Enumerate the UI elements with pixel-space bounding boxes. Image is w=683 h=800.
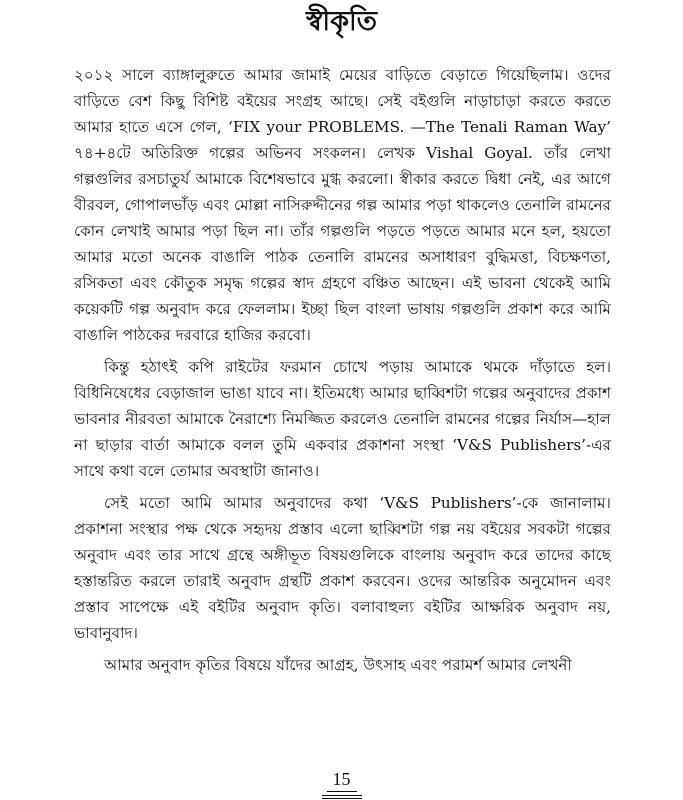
paragraph-2: কিন্তু হঠাৎই কপি রাইটের ফরমান চোখে পড়ায় আমাকে থমকে দাঁড়াতে হল। বিধিনিষেধের বেড়াজাল ভাঙা যাবে না। ইতিমধ্যে আমার ছাব্বিশটা গল্পের অনুবাদের প্রকাশ ভাবনার নীরবতা আমাকে নৈরাশ্যে নিমজ্জিত করলেও তেনালি রামনের গল্পের নির্যাস—হাল না ছাড়ার বার্তা আমাকে বলল তুমি একবার প্রকাশনা সংস্থা ‘V&S Publishers’-এর সাথে কথা বলে তোমার অবস্থাটা জানাও। xyxy=(74,358,611,480)
paragraph-1: ২০১২ সালে ব্যাঙ্গালুরুতে আমার জামাই মেয়ের বাড়িতে বেড়াতে গিয়েছিলাম। ওদের বাড়িতে বেশ কিছু বিশিষ্ট বইয়ের সংগ্রহ আছে। সেই বইগুলি নাড়াচাড়া করতে করতে আমার হাতে এসে গেল, ‘FIX your PROBLEMS. —The Tenali Raman Way’ ৭৪+৪টে অতিরিক্ত গল্পের অভিনব সংকলন। লেখক Vishal Goyal. তাঁর লেখা গল্পগুলির রসচাতুর্য আমাকে বিশেষভাবে মুগ্ধ করলো। স্বীকার করতে দ্বিধা নেই, এর আগে বীরবল, গোপালভাঁড় এবং মোল্লা নাসিরুদ্দীনের গল্প আমার পড়া থাকলেও তেনালি রামনের কোন লেখাই আমার পড়া ছিল না। তাঁর গল্পগুলি পড়তে পড়তে আমার মনে হল, হয়তো আমার মতো অনেক বাঙালি পাঠক তেনালি রামনের অসাধারণ বুদ্ধিমত্তা, বিচক্ষণতা, রসিকতা এবং কৌতুক সমৃদ্ধ গল্পের স্বাদ গ্রহণে বঞ্চিত আছেন। এই ভাবনা থেকেই আমি কয়েকটি গল্প অনুবাদ করে ফেললাম। ইচ্ছা ছিল বাংলা ভাষায় গল্পগুলি প্রকাশ করে আমি বাঙালি পাঠকের দরবারে হাজির করবো। xyxy=(74,66,611,344)
page-number-rule xyxy=(322,795,362,799)
paragraph-4: আমার অনুবাদ কৃতির বিষয়ে যাঁদের আগ্রহ, উৎসাহ এবং পরামর্শ আমার লেখনী xyxy=(104,656,572,674)
body-text xyxy=(74,62,611,678)
page-number: 15 xyxy=(327,770,357,792)
paragraph-3: সেই মতো আমি আমার অনুবাদের কথা ‘V&S Publishers’-কে জানালাম। প্রকাশনা সংস্থার পক্ষ থেকে সহৃদয় প্রস্তাব এলো ছাব্বিশটা গল্প নয় বইয়ের সবকটা গল্পের অনুবাদ এবং তার সাথে গ্রন্থে অঙ্গীভূত বিষয়গুলিকে বাংলায় অনুবাদ করে তাদের কাছে হস্তান্তরিত করলে তারাই অনুবাদ গ্রন্থটি প্রকাশ করবেন। ওদের আন্তরিক অনুমোদন এবং প্রস্তাব সাপেক্ষে এই বইটির অনুবাদ কৃতি। বলাবাহুল্য বইটির আক্ষরিক অনুবাদ নয়, ভাবানুবাদ। xyxy=(74,494,611,642)
page-footer xyxy=(0,770,683,799)
page-title: স্বীকৃতি xyxy=(305,6,378,37)
